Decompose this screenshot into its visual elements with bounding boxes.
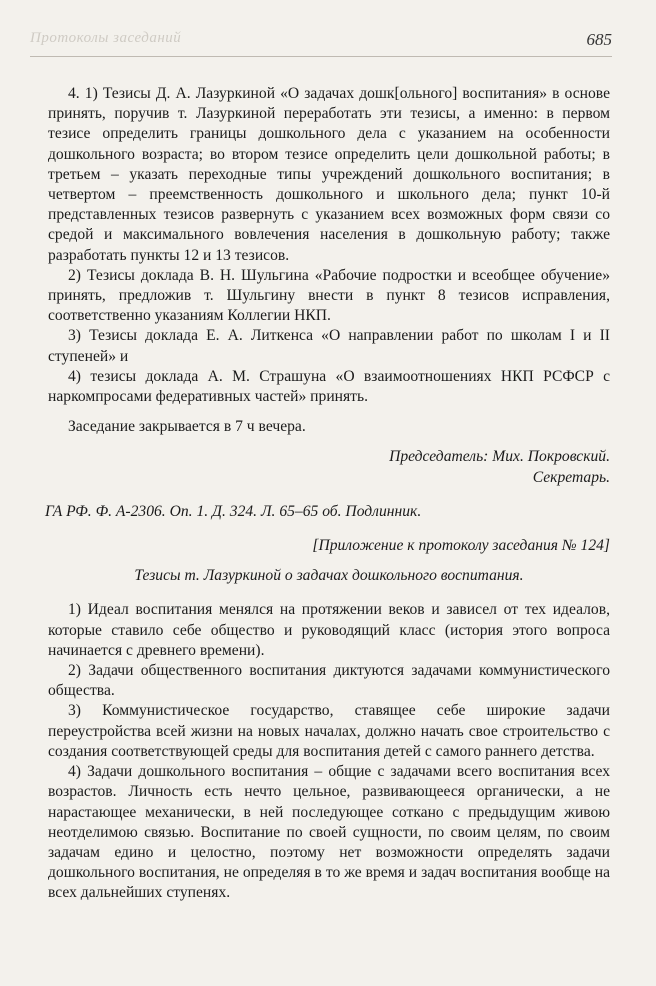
running-title: Протоколы заседаний <box>30 30 182 46</box>
secretary-signature: Секретарь. <box>532 468 610 486</box>
resolution-item-4-4: 4) тезисы доклада А. М. Страшуна «О взаимоотношениях НКП РСФСР с наркомпросами федеративных частей» принять. <box>48 367 610 406</box>
spacer <box>48 522 610 536</box>
appendix-note: [Приложение к протоколу заседания № 124] <box>312 537 610 555</box>
spacer <box>48 407 610 417</box>
page-header <box>0 0 656 52</box>
spacer <box>48 488 610 502</box>
page-number: 685 <box>586 30 612 49</box>
thesis-4: 4) Задачи дошкольного воспитания – общие с задачами всего воспитания всех возрастов. Личность есть нечто цельное, развивающееся органически, а не нарастающее механически, в ней последующее соткано с предыдущим живою неотделимою связью. Воспитание по своей сущности, по своим целям, по своим задачам едино и целостно, поэтому нет возможности определять задачи дошкольного воспитания, не определяя в то же время и задач воспитания вообще на всех дальнейших ступенях. <box>48 763 610 902</box>
archive-reference: ГА РФ. Ф. А-2306. Оп. 1. Д. 324. Л. 65–65 об. Подлинник. <box>45 502 422 520</box>
theses-title: Тезисы т. Лазуркиной о задачах дошкольного воспитания. <box>134 567 524 585</box>
closing-line: Заседание закрывается в 7 ч вечера. <box>68 418 306 436</box>
page-content <box>45 84 610 904</box>
spacer <box>48 586 610 600</box>
resolution-item-4-2: 2) Тезисы доклада В. Н. Шульгина «Рабочие подростки и всеобщее обучение» принять, предложив т. Шульгину внести в пункт 8 тезисов исправления, соответственно указаниям Коллегии НКП. <box>48 266 610 325</box>
thesis-2: 2) Задачи общественного воспитания диктуются задачами коммунистического общества. <box>48 662 610 700</box>
spacer <box>48 556 610 566</box>
spacer <box>48 437 610 447</box>
thesis-3: 3) Коммунистическое государство, ставящее себе широкие задачи переустройства всей жизни на новых началах, должно начать свое строительство с создания соответствующей среды для воспитания детей с самого раннего детства. <box>48 702 610 760</box>
header-rule <box>30 56 612 57</box>
thesis-1: 1) Идеал воспитания менялся на протяжении веков и зависел от тех идеалов, которые ставило себе общество и руководящий класс (история этого вопроса начинается с древнего времени). <box>48 601 610 659</box>
chairman-signature: Председатель: Мих. Покровский. <box>389 448 610 466</box>
resolution-item-4-1: 4. 1) Тезисы Д. А. Лазуркиной «О задачах дошк[ольного] воспитания» в основе принять, поручив т. Лазуркиной переработать эти тезисы, а именно: в первом тезисе определить границы дошкольного дела с указанием на особенности дошкольного возраста; во втором тезисе определить цели дошкольной работы; в третьем – указать переходные типы учреждений дошкольного воспитания; в четвертом – преемственность дошкольного и школьного дела; пункт 10-й представленных тезисов развернуть с указанием всех возможных форм связи со средой и максимального вовлечения населения в дошкольную работу; также разработать пункты 12 и 13 тезисов. <box>48 85 610 264</box>
resolution-item-4-3: 3) Тезисы доклада Е. А. Литкенса «О направлении работ по школам I и II ступеней» и <box>48 327 610 365</box>
